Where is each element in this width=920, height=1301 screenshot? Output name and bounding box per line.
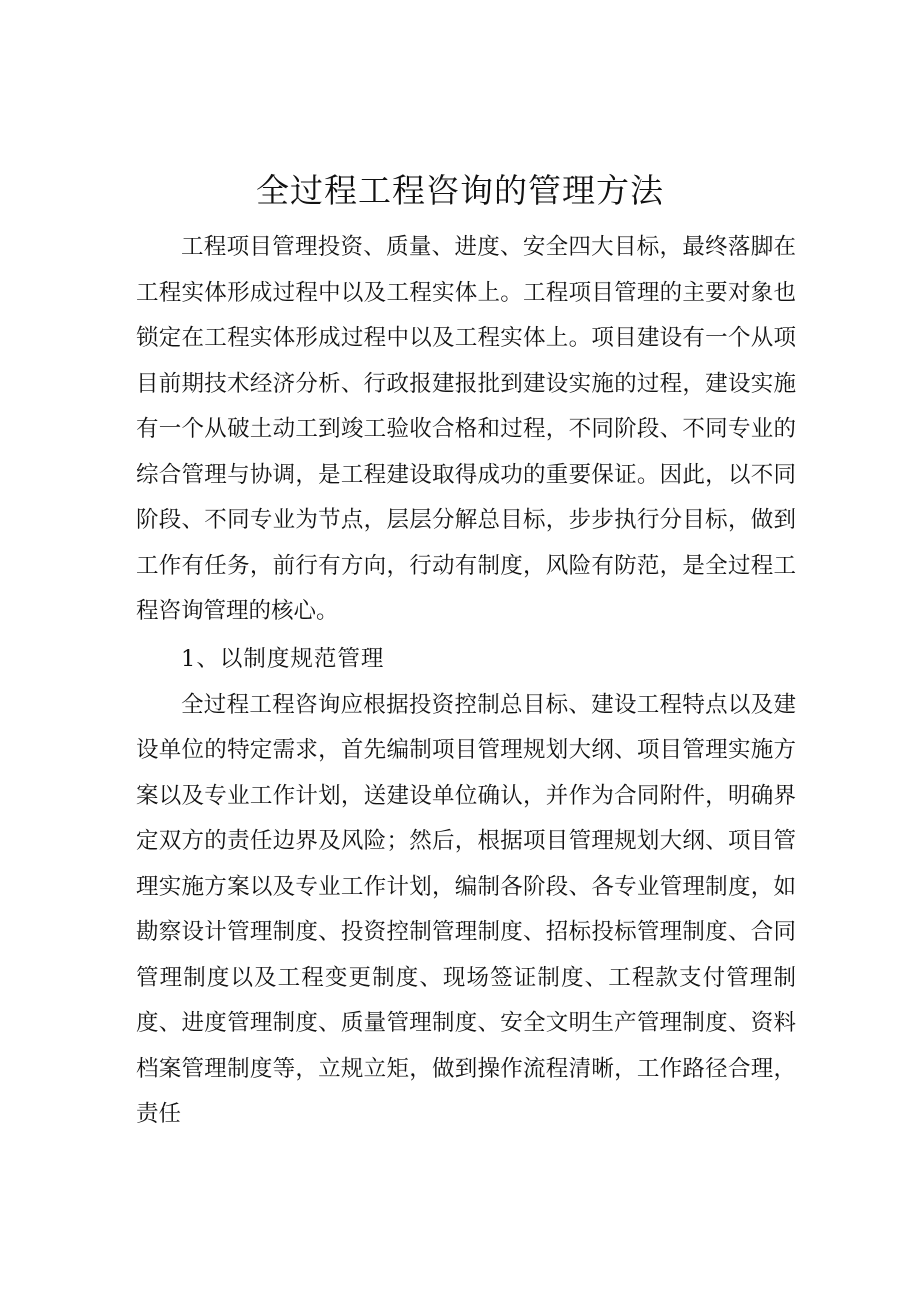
section-heading-1: 1、以制度规范管理: [181, 645, 385, 672]
document-title: 全过程工程咨询的管理方法: [256, 171, 664, 210]
paragraph-intro: 工程项目管理投资、质量、进度、安全四大目标，最终落脚在工程实体形成过程中以及工程实体上。工程项目管理的主要对象也锁定在工程实体形成过程中以及工程实体上。项目建设有一个从项目前期技术经济分析、行政报建报批到建设实施的过程，建设实施有一个从破土动工到竣工验收合格和过程，不同阶段、不同专业的综合管理与协调，是工程建设取得成功的重要保证。因此，以不同阶段、不同专业为节点，层层分解总目标，步步执行分目标，做到工作有任务，前行有方向，行动有制度，风险有防范，是全过程工程咨询管理的核心。: [136, 234, 796, 624]
document-body: [136, 225, 796, 1138]
paragraph-section-1: 全过程工程咨询应根据投资控制总目标、建设工程特点以及建设单位的特定需求，首先编制项目管理规划大纲、项目管理实施方案以及专业工作计划，送建设单位确认，并作为合同附件，明确界定双方的责任边界及风险；然后，根据项目管理规划大纲、项目管理实施方案以及专业工作计划，编制各阶段、各专业管理制度，如勘察设计管理制度、投资控制管理制度、招标投标管理制度、合同管理制度以及工程变更制度、现场签证制度、工程款支付管理制度、进度管理制度、质量管理制度、安全文明生产管理制度、资料档案管理制度等，立规立矩，做到操作流程清晰，工作路径合理，责任: [136, 691, 796, 1127]
